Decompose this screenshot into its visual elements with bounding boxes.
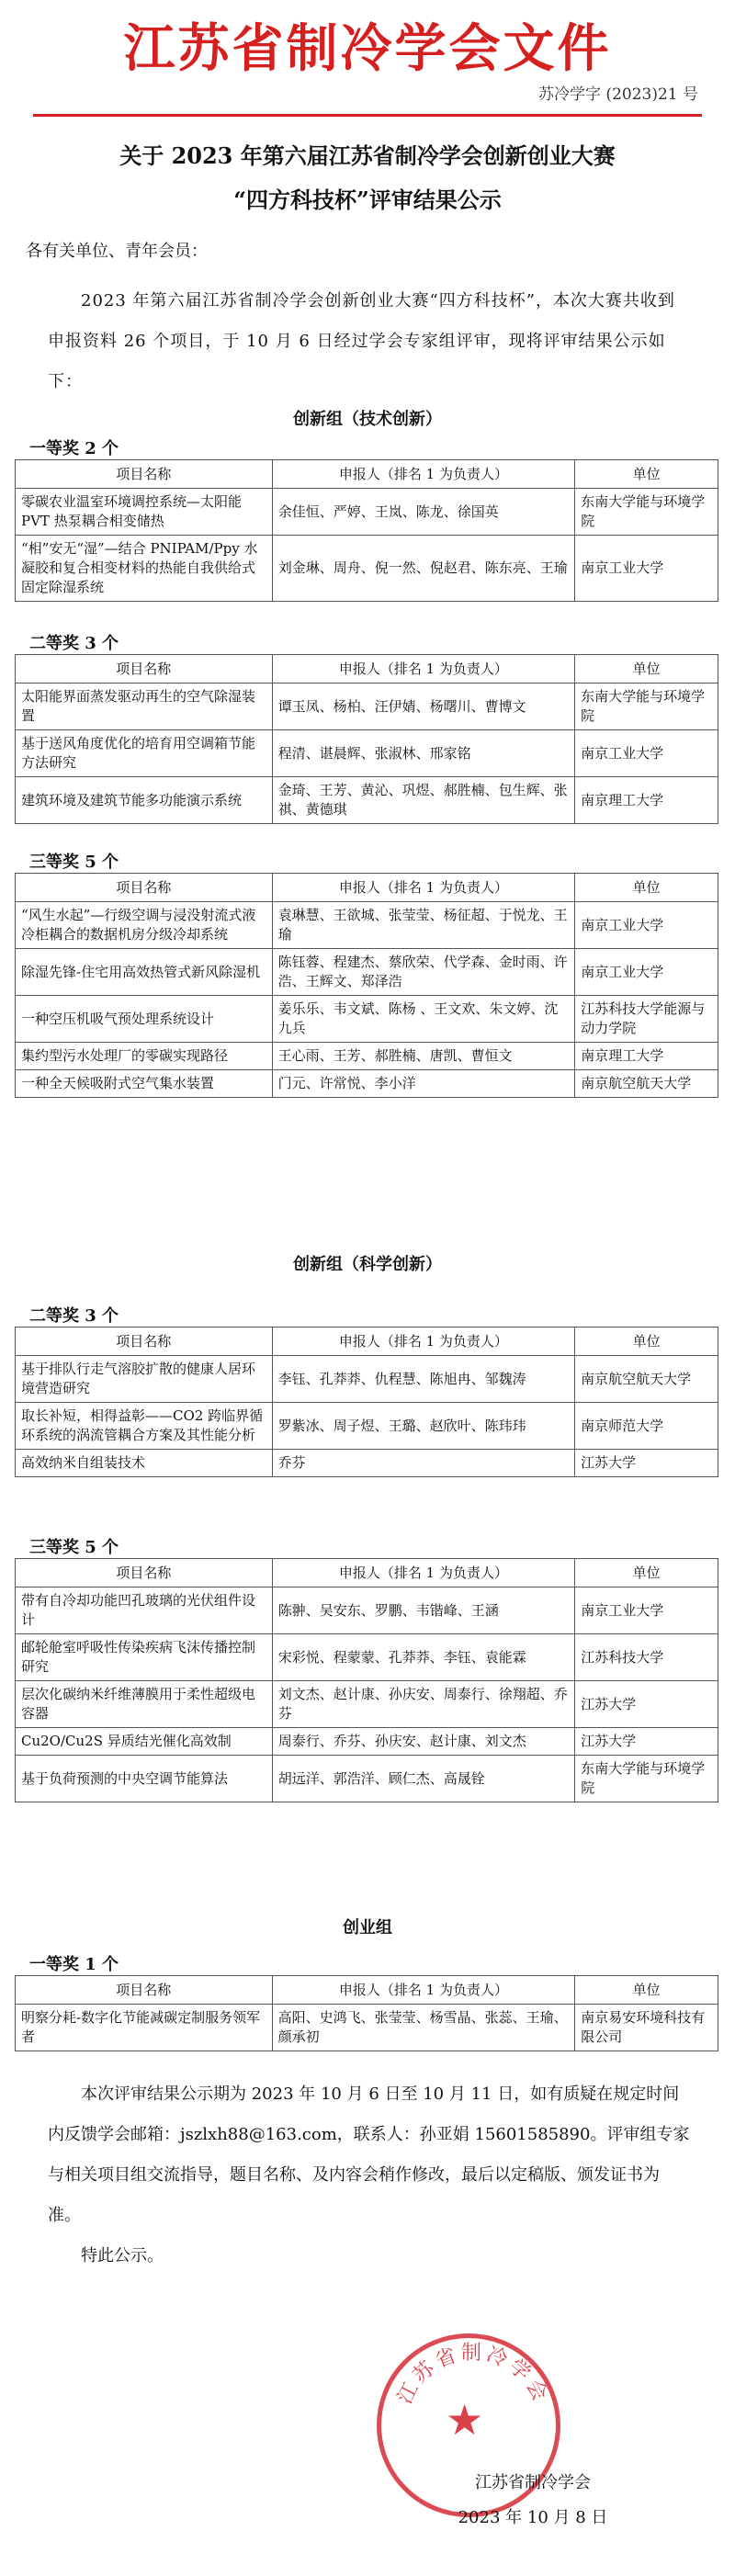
cell-applicants: 金琦、王芳、黄沁、巩煜、郝胜楠、包生辉、张祺、黄德琪: [272, 777, 575, 824]
table-row: [16, 684, 718, 730]
col-header-project: 项目名称: [16, 1559, 273, 1587]
cell-unit: 南京工业大学: [575, 902, 718, 949]
intro-paragraph: 2023 年第六届江苏省制冷学会创新创业大赛“四方科技杯”，本次大赛共收到申报资料 26 个项目，于 10 月 6 日经过学会专家组评审，现将评审结果公示如下：: [48, 291, 675, 391]
col-header-applicants: 申报人（排名 1 为负责人）: [272, 874, 575, 902]
cell-project-name: 邮轮舱室呼吸性传染疾病飞沫传播控制研究: [16, 1634, 273, 1681]
table-row: [16, 730, 718, 777]
prize-label: 二等奖 3 个: [29, 634, 119, 653]
prize-label: 三等奖 5 个: [29, 1538, 119, 1557]
col-header-applicants: 申报人（排名 1 为负责人）: [272, 1559, 575, 1587]
award-table: [15, 459, 718, 602]
col-header-project: 项目名称: [16, 874, 273, 902]
cell-applicants: 周泰行、乔芬、孙庆安、赵计康、刘文杰: [272, 1728, 575, 1756]
cell-unit: 南京航空航天大学: [575, 1070, 718, 1098]
cell-project-name: 除湿先锋-住宅用高效热管式新风除湿机: [16, 949, 273, 996]
cell-unit: 南京工业大学: [575, 1587, 718, 1634]
closing-paragraph: 本次评审结果公示期为 2023 年 10 月 6 日至 10 月 11 日，如有质疑在规定时间内反馈学会邮箱：jszlxh88@163.com，联系人：孙亚娟 15601585890。评审组专家与相关项目组交流指导，题目名称、及内容会稍作修改，最后以定稿版、颁发证书为准。: [48, 2085, 690, 2225]
table-row: [16, 1043, 718, 1070]
cell-unit: 南京易安环境科技有限公司: [575, 2005, 718, 2051]
col-header-project: 项目名称: [16, 1328, 273, 1356]
header-divider: [33, 114, 702, 117]
cell-applicants: 高阳、史鸿飞、张莹莹、杨雪晶、张蕊、王瑜、颜承初: [272, 2005, 575, 2051]
cell-unit: 东南大学能与环境学院: [575, 1756, 718, 1802]
table-row: [16, 1356, 718, 1403]
cell-unit: 南京航空航天大学: [575, 1356, 718, 1403]
notice-title-line2: “四方科技杯”评审结果公示: [233, 186, 502, 213]
cell-applicants: 乔芬: [272, 1450, 575, 1477]
col-header-applicants: 申报人（排名 1 为负责人）: [272, 1328, 575, 1356]
prize-label: 一等奖 2 个: [29, 439, 119, 458]
col-header-unit: 单位: [575, 1976, 718, 2005]
cell-unit: 江苏科技大学能源与动力学院: [575, 996, 718, 1043]
cell-unit: 江苏科技大学: [575, 1634, 718, 1681]
table-row: [16, 1450, 718, 1477]
col-header-project: 项目名称: [16, 460, 273, 489]
col-header-project: 项目名称: [16, 655, 273, 684]
cell-applicants: 胡远洋、郭浩洋、顾仁杰、高晟铨: [272, 1756, 575, 1802]
document-number: 苏冷学字 (2023)21 号: [538, 85, 698, 104]
cell-project-name: Cu2O/Cu2S 异质结光催化高效制: [16, 1728, 273, 1756]
cell-project-name: 带有自冷却功能凹孔玻璃的光伏组件设计: [16, 1587, 273, 1634]
cell-project-name: 取长补短，相得益彰——CO2 跨临界循环系统的涡流管耦合方案及其性能分析: [16, 1403, 273, 1450]
closing-statement: 特此公示。: [81, 2246, 164, 2265]
col-header-unit: 单位: [575, 655, 718, 684]
cell-project-name: 基于负荷预测的中央空调节能算法: [16, 1756, 273, 1802]
col-header-applicants: 申报人（排名 1 为负责人）: [272, 460, 575, 489]
cell-project-name: 建筑环境及建筑节能多功能演示系统: [16, 777, 273, 824]
group-title-tech: 创新组（技术创新）: [293, 410, 442, 429]
award-table: [15, 873, 718, 1098]
award-table: [15, 1327, 718, 1477]
notice-title-line1: 关于 2023 年第六届江苏省制冷学会创新创业大赛: [119, 142, 616, 169]
cell-project-name: 零碳农业温室环境调控系统—太阳能 PVT 热泵耦合相变储热: [16, 489, 273, 536]
cell-applicants: 罗紫冰、周子煜、王璐、赵欣叶、陈玮玮: [272, 1403, 575, 1450]
seal-text: 江苏省制冷学会: [393, 2342, 553, 2408]
prize-label: 一等奖 1 个: [29, 1955, 119, 1974]
table-row: [16, 949, 718, 996]
col-header-unit: 单位: [575, 1328, 718, 1356]
cell-project-name: 基于排队行走气溶胶扩散的健康人居环境营造研究: [16, 1356, 273, 1403]
table-row: [16, 996, 718, 1043]
cell-applicants: 宋彩悦、程蒙蒙、孔莽莽、李钰、袁能霖: [272, 1634, 575, 1681]
col-header-unit: 单位: [575, 874, 718, 902]
cell-applicants: 刘文杰、赵计康、孙庆安、周泰行、徐翔超、乔芬: [272, 1681, 575, 1728]
table-row: [16, 1070, 718, 1098]
table-row: [16, 1403, 718, 1450]
cell-project-name: 一种空压机吸气预处理系统设计: [16, 996, 273, 1043]
cell-project-name: 太阳能界面蒸发驱动再生的空气除湿装置: [16, 684, 273, 730]
table-row: [16, 1587, 718, 1634]
table-row: [16, 536, 718, 602]
signature-unit: 江苏省制冷学会: [475, 2473, 591, 2492]
table-row: [16, 777, 718, 824]
cell-project-name: 一种全天候吸附式空气集水装置: [16, 1070, 273, 1098]
award-table: [15, 1558, 718, 1802]
prize-label: 三等奖 5 个: [29, 853, 119, 872]
seal-star-icon: ★: [446, 2395, 484, 2445]
cell-applicants: 姜乐乐、韦文斌、陈杨 、王文欢、朱文婷、沈九兵: [272, 996, 575, 1043]
cell-applicants: 陈翀、吴安东、罗鹏、韦锴峰、王涵: [272, 1587, 575, 1634]
cell-applicants: 李钰、孔莽莽、仇程慧、陈旭冉、邹魏涛: [272, 1356, 575, 1403]
col-header-applicants: 申报人（排名 1 为负责人）: [272, 655, 575, 684]
cell-unit: 南京理工大学: [575, 1043, 718, 1070]
cell-project-name: 集约型污水处理厂的零碳实现路径: [16, 1043, 273, 1070]
cell-applicants: 余佳恒、严婷、王岚、陈龙、徐国英: [272, 489, 575, 536]
group-title-startup: 创业组: [343, 1918, 392, 1938]
table-row: [16, 1756, 718, 1802]
cell-unit: 南京工业大学: [575, 730, 718, 777]
table-row: [16, 1634, 718, 1681]
table-row: [16, 1681, 718, 1728]
prize-label: 二等奖 3 个: [29, 1306, 119, 1326]
cell-applicants: 刘金琳、周舟、倪一然、倪赵君、陈东亮、王瑜: [272, 536, 575, 602]
cell-project-name: 基于送风角度优化的培育用空调箱节能方法研究: [16, 730, 273, 777]
cell-unit: 南京理工大学: [575, 777, 718, 824]
col-header-unit: 单位: [575, 460, 718, 489]
cell-applicants: 陈钰蓉、程建杰、蔡欣荣、代学森、金时雨、许浩、王辉文、郑泽浩: [272, 949, 575, 996]
cell-unit: 江苏大学: [575, 1450, 718, 1477]
award-table: [15, 654, 718, 824]
cell-unit: 南京工业大学: [575, 949, 718, 996]
cell-unit: 南京师范大学: [575, 1403, 718, 1450]
org-header-title: 江苏省制冷学会文件: [123, 18, 612, 79]
cell-applicants: 袁琳慧、王欲城、张莹莹、杨征超、于悦龙、王瑜: [272, 902, 575, 949]
cell-project-name: 高效纳米自组装技术: [16, 1450, 273, 1477]
group-title-sci: 创新组（科学创新）: [293, 1255, 442, 1274]
cell-project-name: “相”安无“湿”—结合 PNIPAM/Ppy 水凝胶和复合相变材料的热能自我供给式固定除湿系统: [16, 536, 273, 602]
table-row: [16, 902, 718, 949]
col-header-unit: 单位: [575, 1559, 718, 1587]
cell-project-name: “风生水起”—行级空调与浸没射流式液冷柜耦合的数据机房分级冷却系统: [16, 902, 273, 949]
col-header-applicants: 申报人（排名 1 为负责人）: [272, 1976, 575, 2005]
cell-unit: 东南大学能与环境学院: [575, 489, 718, 536]
cell-unit: 江苏大学: [575, 1728, 718, 1756]
table-row: [16, 2005, 718, 2051]
table-row: [16, 489, 718, 536]
cell-applicants: 程清、谌晨辉、张淑林、邢家铭: [272, 730, 575, 777]
cell-applicants: 谭玉凤、杨柏、汪伊婧、杨曙川、曹博文: [272, 684, 575, 730]
signature-date: 2023 年 10 月 8 日: [458, 2508, 608, 2527]
salutation: 各有关单位、青年会员：: [26, 242, 208, 261]
cell-project-name: 层次化碳纳米纤维薄膜用于柔性超级电容器: [16, 1681, 273, 1728]
cell-unit: 东南大学能与环境学院: [575, 684, 718, 730]
cell-unit: 江苏大学: [575, 1681, 718, 1728]
award-table: [15, 1975, 718, 2051]
cell-applicants: 门元、许常悦、李小洋: [272, 1070, 575, 1098]
cell-unit: 南京工业大学: [575, 536, 718, 602]
col-header-project: 项目名称: [16, 1976, 273, 2005]
table-row: [16, 1728, 718, 1756]
cell-applicants: 王心雨、王芳、郝胜楠、唐凯、曹恒文: [272, 1043, 575, 1070]
cell-project-name: 明察分耗-数字化节能减碳定制服务领军者: [16, 2005, 273, 2051]
